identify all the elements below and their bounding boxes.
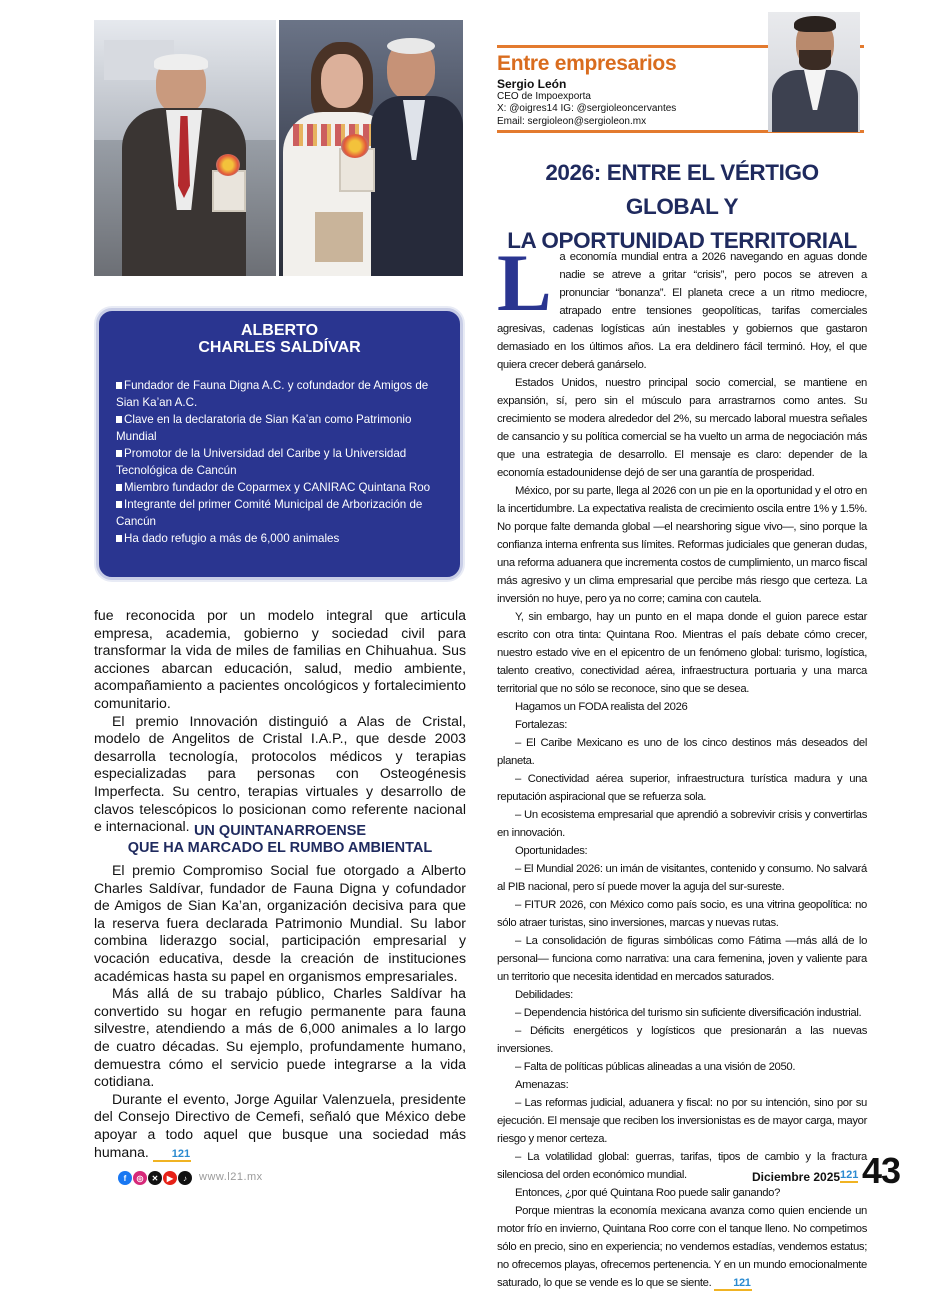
award-photo-woman-and-man (279, 20, 463, 276)
bio-list-item: Miembro fundador de Coparmex y CANIRAC Quintana Roo (116, 479, 448, 496)
right-paragraph: – El Mundial 2026: un imán de visitantes, contenido y consumo. No salvará al PIB nacional, pero sí puede mover la aguja del sur-sureste. (497, 863, 867, 893)
left-article-body (94, 607, 466, 836)
right-paragraph: Fortalezas: (515, 719, 568, 731)
right-paragraph: Debilidades: (515, 989, 573, 1001)
right-paragraph: a economía mundial entra a 2026 navegando en aguas donde nadie se atreve a gritar “crisis”, pero pocos se atreven a pronunciar “bonanza”. El planeta crece a un ritmo mediocre, atrapado entre tensiones geopolíticas, tarifas comerciales agresivas, cadenas logísticas aún inestables y gobiernos que gastaron demasiado en los últimos años. La era deldinero fácil terminó. Hoy, el que quiera crecer deberá ganárselo. (497, 251, 867, 371)
bio-list-item: Promotor de la Universidad del Caribe y la Universidad Tecnológica de Cancún (116, 447, 407, 477)
dropcap-letter: L (497, 237, 552, 328)
right-paragraph: Y, sin embargo, hay un punto en el mapa donde el guion parece estar escrito con otra tinta: Quintana Roo. Mientras el país debate cómo crecer, nuestro estado vive en el epicentro de un fenómeno global: turismo, logística, talento creativo, conectividad aérea, infraestructura portuaria y una marca territorial que no sólo se reconoce, sino que se desea. (497, 611, 867, 695)
square-bullet-icon (116, 416, 122, 423)
author-email: Email: sergioleon@sergioleon.mx (497, 116, 647, 127)
right-paragraph: Amenazas: (515, 1079, 569, 1091)
page-number: 43 (862, 1150, 901, 1191)
bio-list-item: Fundador de Fauna Digna A.C. y cofundador de Amigos de Sian Ka’an A.C. (116, 379, 429, 409)
left-paragraph: El premio Compromiso Social fue otorgado a Alberto Charles Saldívar, fundador de Fauna Digna y cofundador de Amigos de Sian Ka’an, organización decisiva para que la reserva fuera declarada Patrimonio Mundial. Su labor combina liderazgo social, participación empresarial y vocación educativa, desde la creación de instituciones académicas hasta su papel en organismos empresariales. (94, 862, 466, 984)
right-paragraph: – Conectividad aérea superior, infraestructura turística madura y una reputación aspiracional que se refuerza sola. (497, 773, 867, 803)
right-paragraph: – La volatilidad global: guerras, tarifas, tipos de cambio y la fractura silenciosa del orden económico mundial. (497, 1151, 867, 1181)
left-subheading (94, 823, 466, 857)
right-paragraph: – La consolidación de figuras simbólicas como Fátima —más allá de lo personal— funciona como narrativa: una cara femenina, joven y valiente para un territorio que necesita identidad en mercados saturados. (497, 935, 867, 983)
square-bullet-icon (116, 450, 122, 457)
right-paragraph: – Las reformas judicial, aduanera y fiscal: no por su intención, sino por su ejecución. El mensaje que reciben los inversionistas es de mayor carga, mayor riesgo y menor certeza. (497, 1097, 867, 1145)
subhead-line-2: QUE HA MARCADO EL RUMBO AMBIENTAL (127, 840, 433, 856)
brand-logo-inline: 121 (714, 1278, 751, 1291)
award-photo-man-with-trophy (94, 20, 276, 276)
bio-box-name (96, 322, 463, 356)
left-paragraph: Durante el evento, Jorge Aguilar Valenzuela, presidente del Consejo Directivo de Cemefi, señaló que México debe apoyar a todo aquel que busque una sociedad más humana. 121 (94, 1090, 466, 1160)
headline-line-1: 2026: ENTRE EL VÉRTIGO GLOBAL Y (545, 160, 819, 219)
bio-list-item: Ha dado refugio a más de 6,000 animales (116, 530, 448, 547)
right-paragraph: – Dependencia histórica del turismo sin suficiente diversificación industrial. (515, 1007, 862, 1019)
bio-name-line-1: ALBERTO (240, 322, 319, 339)
left-paragraph: fue reconocida por un modelo integral que articula empresa, academia, gobierno y sociedad civil para transformar la vida de miles de familias en Chihuahua. Sus acciones abarcan educación, salud, medio ambiente, acompañamiento a pacientes oncológicos y fortalecimiento comunitario. (94, 607, 466, 711)
footer-url[interactable]: www.l21.mx (199, 1171, 263, 1183)
x-icon[interactable]: ✕ (148, 1171, 162, 1185)
facebook-icon[interactable]: f (118, 1171, 132, 1185)
square-bullet-icon (116, 484, 122, 491)
right-paragraph: Porque mientras la economía mexicana avanza como quien enciende un motor frío en invierno, Quintana Roo corre con el tanque lleno. No competimos sólo en precio, sino en experiencia; no vendemos estadías, vendemos estatus; no ofrecemos playas, ofrecemos pertenencia. Y en un mundo emocionalmente saturado, lo que se vende es lo que se siente. 121 (497, 1205, 867, 1289)
right-paragraph: – Falta de políticas públicas alineadas a una visión de 2050. (515, 1061, 796, 1073)
right-paragraph: – Déficits energéticos y logísticos que presionarán a las nuevas inversiones. (497, 1025, 867, 1055)
article-headline (497, 156, 867, 258)
right-paragraph: – Un ecosistema empresarial que aprendió a sobrevivir crisis y convertirlas en innovación. (497, 809, 867, 839)
bio-list (116, 377, 448, 547)
author-name: Sergio León (497, 77, 567, 91)
square-bullet-icon (116, 382, 122, 389)
headline-line-2: LA OPORTUNIDAD TERRITORIAL (507, 228, 857, 253)
right-paragraph: – FITUR 2026, con México como país socio, es una vitrina geopolítica: no sólo atraer turistas, sino inversiones, marcas y nuevas rutas. (497, 899, 867, 929)
social-icons (118, 1171, 192, 1185)
author-social: X: @oigres14 IG: @sergioleoncervantes (497, 103, 677, 114)
right-paragraph: Estados Unidos, nuestro principal socio comercial, se mantiene en expansión, sí, pero sin el músculo para arrastrarnos como antes. Su crecimiento se modera alrededor del 2%, su mercado laboral muestra señales de cansancio y su política comercial se ha vuelto un arma de negociación más que una estrategia de desarrollo. El mensaje es claro: depender de la economía estadounidense dejó de ser una garantía de prosperidad. (497, 377, 867, 479)
right-paragraph: – El Caribe Mexicano es uno de los cinco destinos más deseados del planeta. (497, 737, 867, 767)
right-paragraph: Entonces, ¿por qué Quintana Roo puede salir ganando? (515, 1187, 781, 1199)
right-paragraph: Hagamos un FODA realista del 2026 (515, 701, 688, 713)
brand-logo-inline: 121 (153, 1149, 191, 1162)
left-paragraph: Más allá de su trabajo público, Charles Saldívar ha convertido su hogar en refugio permanente para fauna silvestre, atendiendo a más de 6,000 animales a lo largo de cuatro décadas. Su ejemplo, profundamente humano, demuestra cómo el servicio puede integrarse a la vida cotidiana. (94, 985, 466, 1090)
bio-list-item: Integrante del primer Comité Municipal de Arborización de Cancún (116, 498, 423, 528)
bio-list-item: Clave en la declaratoria de Sian Ka’an como Patrimonio Mundial (116, 413, 412, 443)
author-role: CEO de Impoexporta (497, 91, 591, 102)
author-photo (768, 12, 860, 132)
subhead-line-1: UN QUINTANARROENSE (193, 823, 367, 839)
right-paragraph: México, por su parte, llega al 2026 con un pie en la oportunidad y el otro en la incertidumbre. La expectativa realista de crecimiento oscila entre 1% y 1.5%. No porque falte demanda global —el nearshoring sigue vivo—, sino porque la confianza interna enfrenta sus límites. Reformas judiciales que generan dudas, una reforma aduanera que incrementa costos de cumplimiento, un marco fiscal más agresivo y un clima empresarial que percibe más riesgo que certeza. La inversión no huye, pero ya no corre; camina con cautela. (497, 485, 867, 605)
square-bullet-icon (116, 501, 122, 508)
left-article-body-2 (94, 862, 466, 1162)
square-bullet-icon (116, 535, 122, 542)
tiktok-icon[interactable]: ♪ (178, 1171, 192, 1185)
footer-brand-logo: 121 (840, 1169, 859, 1181)
youtube-icon[interactable]: ▶ (163, 1171, 177, 1185)
instagram-icon[interactable]: ◎ (133, 1171, 147, 1185)
right-paragraph: Oportunidades: (515, 845, 588, 857)
left-paragraph: El premio Innovación distinguió a Alas de Cristal, modelo de Angelitos de Cristal I.A.P., que desde 2003 desarrolla tecnología, protocolos médicos y terapias especializadas para personas con Osteogénesis Imperfecta. Su centro, terapias virtuales y desarrollo de clavos telescópicos lo posicionan como referente nacional e internacional. (94, 712, 466, 835)
section-title: Entre empresarios (497, 52, 677, 75)
footer-date: Diciembre 2025 (752, 1170, 841, 1184)
bio-name-line-2: CHARLES SALDÍVAR (198, 339, 361, 356)
